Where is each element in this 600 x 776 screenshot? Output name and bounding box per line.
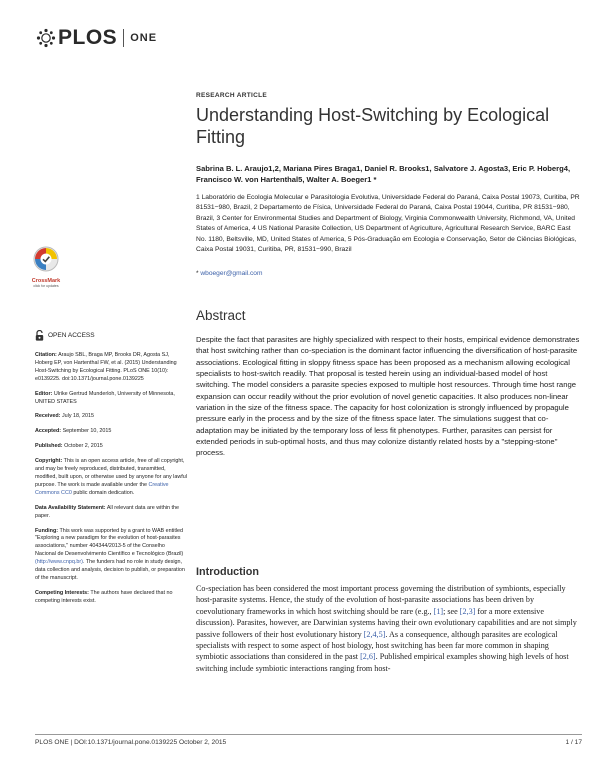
competing-interests-label: Competing Interests: — [35, 589, 89, 596]
open-access-label: OPEN ACCESS — [48, 331, 95, 339]
accepted-date: September 10, 2015 — [62, 428, 112, 435]
page-number: 1 / 17 — [565, 739, 582, 746]
copyright-end: public domain dedication. — [73, 489, 135, 496]
funding-text: This work was supported by a grant to WAB entitled "Exploring a new paradigm for the evolution of host-parasites associations," number 404344/2013-5 of the Conselho Nacional de Desenvolvimento Científico e Tecnológico (Brazil) — [35, 527, 184, 558]
data-availability-text: All relevant data are within the paper. — [35, 504, 180, 519]
author-list[interactable]: Sabrina B. L. Araujo1,2, Mariana Pires Braga1, Daniel R. Brooks1, Salvatore J. Agosta3, Eric P. Hoberg4, Francisco W. von Hartenthal5, Walter A. Boeger1 * — [196, 164, 571, 184]
reference-link[interactable]: [2,6] — [360, 652, 376, 662]
logo-divider — [123, 29, 124, 47]
received-label: Received: — [35, 413, 61, 420]
footer-journal-doi: PLOS ONE | DOI:10.1371/journal.pone.0139225 October 2, 2015 — [35, 739, 227, 746]
citation-text: Araujo SBL, Braga MP, Brooks DR, Agosta SJ, Hoberg EP, von Hartenthal FW, et al. (2015) Understanding Host-Switching by Ecological Fitting. PLoS ONE 10(10): e0139225. doi:10.1371/journal.pone.0139225 — [35, 352, 177, 382]
crossmark-label: CrossMark — [31, 278, 61, 284]
reference-link[interactable]: [1] — [433, 606, 444, 616]
article-info-sidebar — [35, 330, 187, 613]
footer-divider — [35, 734, 582, 735]
funding-block — [35, 528, 187, 583]
funding-label: Funding: — [35, 527, 59, 534]
citation-label: Citation: — [35, 352, 57, 358]
data-availability-label: Data Availability Statement: — [35, 504, 106, 511]
competing-interests-block — [35, 590, 187, 606]
introduction-text — [196, 583, 582, 674]
intro-text-part: Co-speciation has been considered the most important process governing the distribution of symbionts, especially host-parasite systems. Hence, the study of the evolution of host-parasite associations has been driven by coevolutionary frameworks in which host switching should be rare (e.g., — [196, 584, 566, 616]
editor-label: Editor: — [35, 390, 53, 397]
reference-link[interactable]: [2,4,5] — [363, 629, 386, 639]
accepted-block — [35, 428, 187, 436]
cnpq-link[interactable]: (http://www.cnpq.br) — [35, 559, 83, 566]
cc0-link[interactable]: Creative Commons CC0 — [35, 481, 169, 496]
reference-link[interactable]: [2,3] — [459, 606, 476, 616]
open-lock-icon — [35, 330, 44, 341]
intro-text-part: ; see — [443, 606, 460, 616]
email-address[interactable]: wboeger@gmail.com — [200, 270, 263, 277]
published-label: Published: — [35, 443, 63, 450]
article-title: Understanding Host-Switching by Ecological Fitting — [196, 105, 550, 147]
affiliations: 1 Laboratório de Ecologia Molecular e Parasitologia Evolutiva, Universidade Federal do Paraná, Caixa Postal 19073, Curitiba, PR 81531−980, Brazil, 2 Departamento de Física, Universidade Federal do Paraná, Caixa Postal 19044, Curitiba, PR 81531−980, Brazil, 3 Center for Environmental Studies and Department of Biology, Virginia Commonwealth University, Richmond, VA, United States of America, 4 US National Parasite Collection, US Department of Agriculture, Agricultural Research Service, BARC East No. 1180, Beltsville, MD, United States of America, 5 Pós-Graduação em Ecologia e Conservação, Setor de Ciências Biológicas, Caixa Postal 19031, Curitiba, PR, 81531−990, Brazil — [196, 194, 580, 254]
crossmark-sub: click for updates — [33, 284, 59, 288]
received-block — [35, 413, 187, 421]
editor-text: Ulrike Gertrud Munderloh, University of Minnesota, UNITED STATES — [35, 390, 175, 405]
crossmark-badge[interactable] — [28, 246, 64, 288]
funding-end: . The funders had no role in study design, data collection and analysis, decision to publish, or preparation of the manuscript. — [35, 559, 185, 581]
article-type: RESEARCH ARTICLE — [196, 92, 268, 99]
introduction-heading: Introduction — [196, 566, 259, 578]
abstract-heading: Abstract — [196, 308, 246, 323]
copyright-text: This is an open access article, free of all copyright, and may be freely reproduced, distributed, transmitted, modified, built upon, or otherwise used by anyone for any lawful purpose. The work is made available under the — [35, 458, 187, 488]
intro-text-part: for a more extensive discussion). Parasites, however, are Darwinian systems having their own evolutionary capabilities and are not simply passive followers of their host evolutionary history — [196, 606, 577, 639]
editor-block — [35, 391, 187, 407]
competing-interests-text: The authors have declared that no competing interests exist. — [35, 589, 173, 604]
crossmark-icon — [33, 246, 59, 272]
received-date: July 18, 2015 — [61, 413, 95, 420]
logo-journal-text: ONE — [130, 32, 158, 44]
intro-text-part: . Published empirical examples showing high levels of host switching include symbiotic interactions ranging from host- — [196, 652, 569, 673]
published-block — [35, 443, 187, 451]
published-date: October 2, 2015 — [64, 443, 103, 450]
intro-text-part: . As a consequence, although parasites are ecological specialists with respect to some aspect of host biology, host switching has been far more common in shaping symbiotic associations than considered in the past — [196, 629, 558, 662]
logo-plos-text: PLOS — [58, 26, 118, 49]
accepted-label: Accepted: — [35, 428, 62, 435]
plos-gear-icon — [36, 28, 56, 48]
corresponding-email[interactable] — [196, 270, 262, 277]
open-access-badge — [35, 330, 187, 341]
data-availability-block — [35, 505, 187, 521]
copyright-label: Copyright: — [35, 458, 63, 465]
copyright-block — [35, 458, 187, 498]
corresponding-star: * — [196, 270, 199, 277]
abstract-text: Despite the fact that parasites are highly specialized with respect to their hosts, empirical evidence demonstrates that host switching rather than co-speciation is the dominant factor influencing the diversification of host-parasite associations. Ecological fitting in sloppy fitness space has been proposed as a mechanism allowing ecological specialists to host-switch readily. That proposal is tested herein using an individual-based model of host switching. The model considers a parasite species exposed to multiple host resources. Through time host range expansion can occur readily without the prior evolution of novel genetic capacities. It also produces non-linear variation in the size of the fitness space. The capacity for host colonization is strongly influenced by propagule pressure early in the process and by the size of the fitness space later. The simulations suggest that co-adaptation may be initiated by the temporary loss of less fit phenotypes. Further, parasites can persist for extended periods in sub-optimal hosts, and thus may colonize distantly related hosts by a "stepping-stone" process. — [196, 335, 580, 458]
citation-block — [35, 352, 187, 384]
plos-one-logo — [36, 26, 157, 50]
